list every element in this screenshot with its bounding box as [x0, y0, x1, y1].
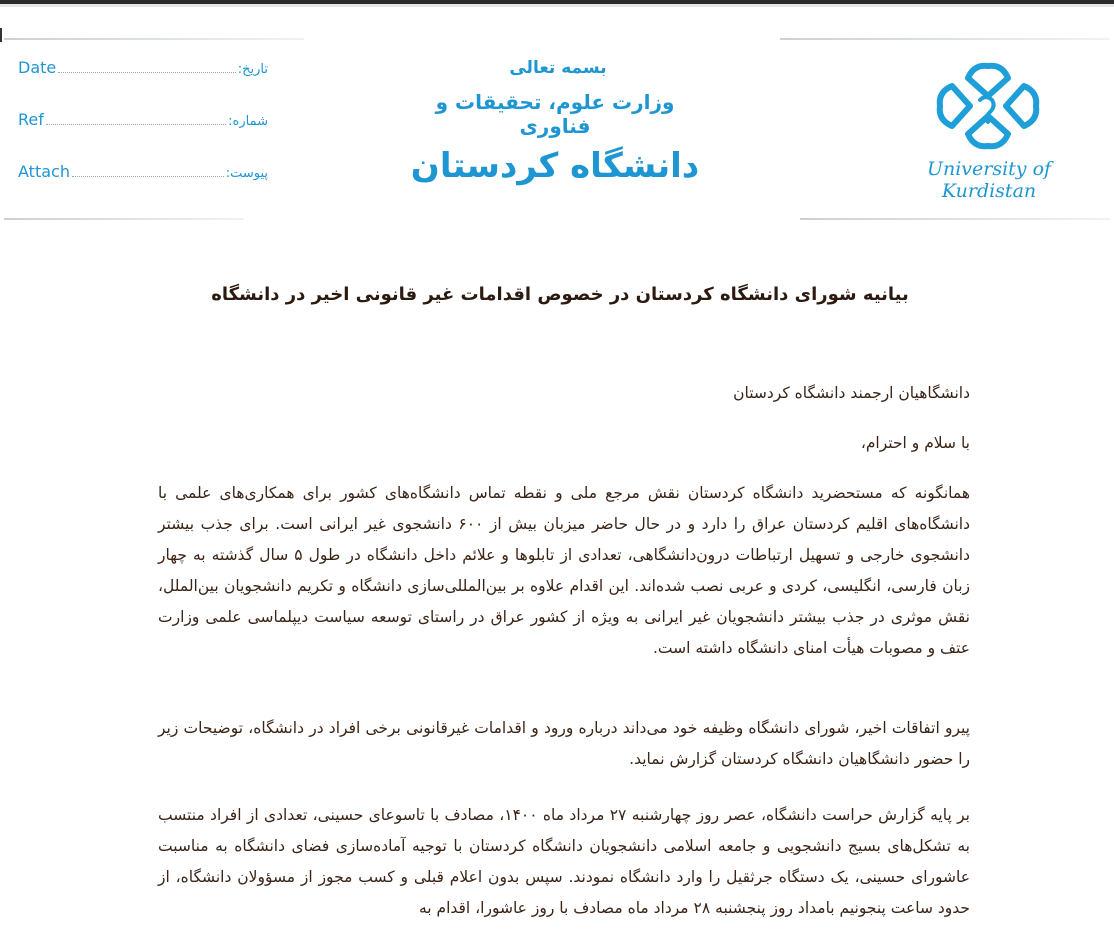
scan-artifact-line	[800, 218, 1110, 220]
page-top-shadow	[0, 4, 1114, 7]
scan-artifact-line	[780, 38, 1110, 40]
attach-dotted-line	[72, 175, 224, 177]
scan-edge-mark	[0, 28, 2, 42]
salutation: دانشگاهیان ارجمند دانشگاه کردستان	[733, 384, 970, 402]
letterhead-center	[380, 58, 710, 186]
university-logo-icon	[930, 56, 1046, 156]
ref-field	[18, 110, 268, 162]
basmala: بسمه تعالی	[509, 58, 607, 78]
scan-artifact-line	[4, 38, 304, 40]
date-field	[18, 58, 268, 110]
attach-label-en: Attach	[18, 162, 70, 181]
paragraph: همانگونه که مستحضرید دانشگاه کردستان نقش مرجع ملی و نقطه تماس دانشگاه‌های کشور برای همکاری‌های علمی با دانشگاه‌های اقلیم کردستان عراق را دارد و در حال حاضر میزبان بیش از ۶۰۰ دانشجوی غیر ایرانی است. برای جذب بیشتر دانشجوی خارجی و تسهیل ارتباطات درون‌دانشگاهی، تعدادی از تابلوها و علائم داخل دانشگاه در طول ۵ سال گذشته به چهار زبان فارسی، انگلیسی، کردی و عربی نصب شده‌اند. این اقدام علاوه بر بین‌المللی‌سازی دانشگاه و تکریم دانشجویان بین‌الملل، نقش موثری در جذب بیشتر دانشجویان غیر ایرانی به ویژه از کشور عراق در راستای توسعه سیاست دیپلماسی علمی وزارت عتف و مصوبات هیأت امنای دانشگاه داشته است.	[158, 484, 971, 657]
ref-dotted-line	[46, 123, 226, 125]
paragraph: بر پایه گزارش حراست دانشگاه، عصر روز چهارشنبه ۲۷ مرداد ماه ۱۴۰۰، مصادف با تاسوعای حسینی، تعدادی از افراد منتسب به تشکل‌های بسیج دانشجویی و جامعه اسلامی دانشجویان دانشگاه کردستان با توجیه آماده‌سازی فضای دانشگاه به مناسبت عاشورای حسینی، یک دستگاه جرثقیل را وارد دانشگاه نمودند. سپس بدون اعلام قبلی و کسب مجوز از مسؤولان دانشگاه، از حدود ساعت پنجونیم بامداد روز پنجشنبه ۲۸ مرداد ماه مصادف با روز عاشورا، اقدام به	[158, 806, 970, 917]
paragraph: پیرو اتفاقات اخیر، شورای دانشگاه وظیفه خود می‌داند درباره ورود و اقدامات غیرقانونی برخی افراد در دانشگاه، توضیحات زیر را حضور دانشگاهیان دانشگاه کردستان گزارش نماید.	[158, 719, 970, 768]
ministry-name: وزارت علوم، تحقیقات و فناوری	[435, 90, 675, 138]
attach-label-fa: پیوست:	[225, 166, 268, 181]
date-label-en: Date	[18, 58, 57, 77]
date-label-fa: تاریخ:	[237, 62, 268, 77]
date-dotted-line	[58, 71, 236, 73]
ref-label-en: Ref	[18, 110, 44, 129]
scan-artifact-line	[4, 218, 244, 220]
ref-label-fa: شماره:	[228, 114, 268, 129]
document-title: بیانیه شورای دانشگاه کردستان در خصوص اقدامات غیر قانونی اخیر در دانشگاه	[211, 284, 909, 305]
letterhead-fields	[18, 58, 268, 214]
university-name-en: University of Kurdistan	[926, 158, 1052, 202]
attach-field	[18, 162, 268, 214]
greeting: با سلام و احترام،	[860, 434, 970, 452]
university-name-fa: دانشگاه کردستان	[410, 146, 700, 186]
